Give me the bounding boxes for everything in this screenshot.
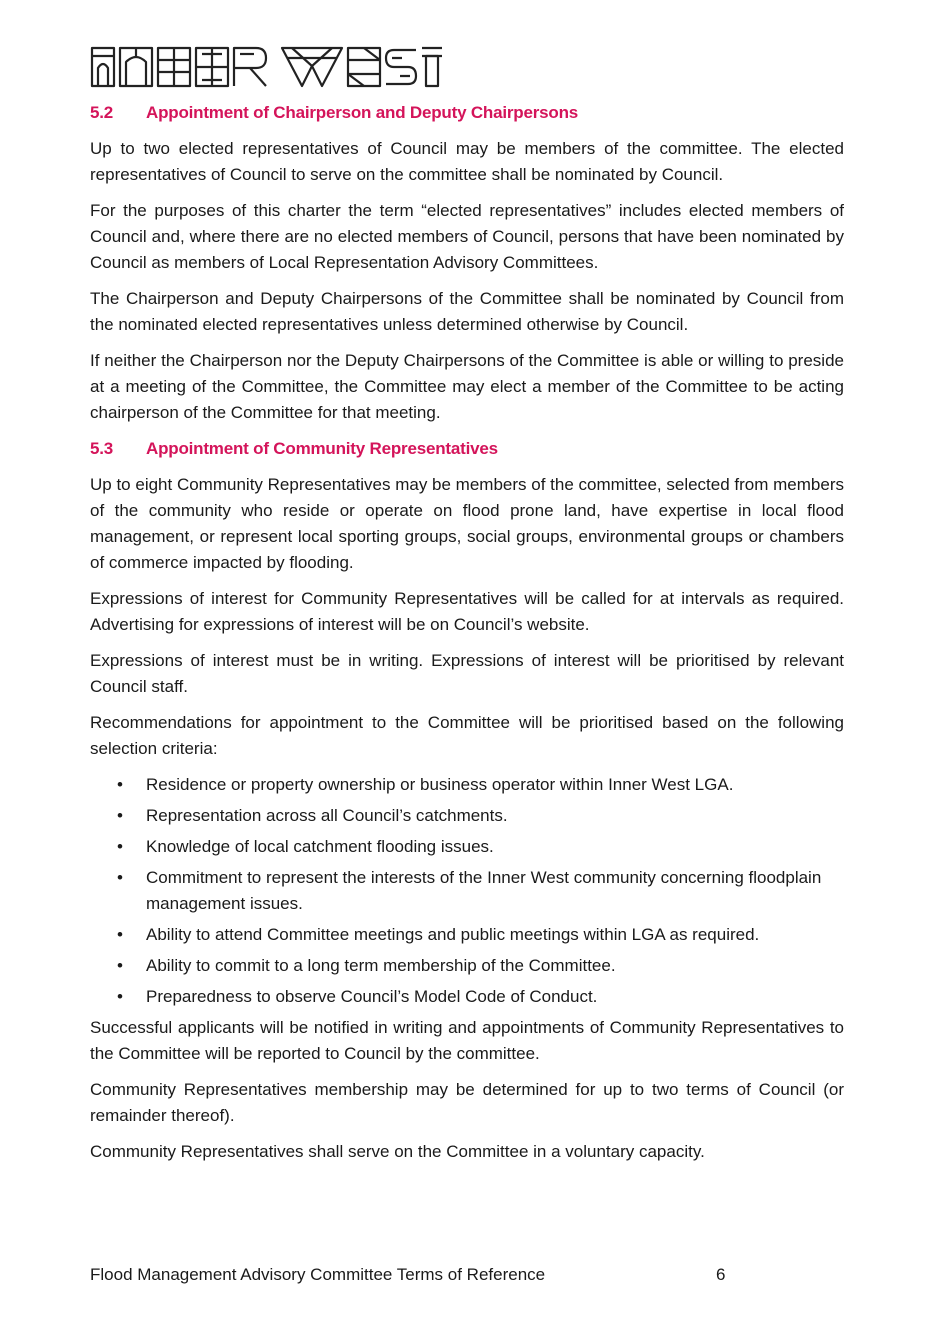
list-item: • Ability to commit to a long term membership of the Committee. [90, 953, 844, 979]
paragraph: Successful applicants will be notified in writing and appointments of Community Representatives to the Committee will be reported to Council by the committee. [90, 1018, 844, 1063]
list-item: • Knowledge of local catchment flooding issues. [90, 834, 844, 860]
list-item: • Preparedness to observe Council’s Model Code of Conduct. [90, 984, 844, 1010]
section-number: 5.3 [90, 439, 114, 458]
paragraph: For the purposes of this charter the term “elected representatives” includes elected members of Council and, where there are no elected members of Council, persons that have been nominated by Council as members of Local Representation Advisory Committees. [90, 201, 844, 272]
bullet-icon: • [117, 837, 123, 856]
paragraph: The Chairperson and Deputy Chairpersons of the Committee shall be nominated by Council from the nominated elected representatives unless determined otherwise by Council. [90, 289, 844, 334]
inner-west-logo [90, 44, 442, 88]
footer-document-title: Flood Management Advisory Committee Terms of Reference [90, 1265, 546, 1284]
bullet-icon: • [117, 806, 123, 825]
paragraph: Up to eight Community Representatives may be members of the committee, selected from members of the community who reside or operate on flood prone land, have expertise in local flood management, or represent local sporting groups, social groups, environmental groups or chambers of commerce impacted by flooding. [90, 475, 844, 572]
section-number: 5.2 [90, 103, 114, 122]
list-item: • Residence or property ownership or business operator within Inner West LGA. [90, 772, 844, 798]
list-item: • Ability to attend Committee meetings and public meetings within LGA as required. [90, 922, 844, 948]
paragraph: Community Representatives shall serve on the Committee in a voluntary capacity. [90, 1142, 705, 1161]
paragraph: Recommendations for appointment to the Committee will be prioritised based on the following selection criteria: [90, 713, 844, 758]
paragraph: Up to two elected representatives of Council may be members of the committee. The elected representatives of Council to serve on the committee shall be nominated by Council. [90, 139, 844, 184]
document-body [90, 100, 844, 1175]
paragraph: Expressions of interest for Community Representatives will be called for at intervals as required. Advertising for expressions of interest will be on Council’s website. [90, 589, 844, 634]
bullet-icon: • [117, 868, 123, 887]
bullet-icon: • [117, 925, 123, 944]
bullet-icon: • [117, 775, 123, 794]
list-item: • Representation across all Council’s catchments. [90, 803, 844, 829]
section-title: Appointment of Community Representatives [146, 439, 498, 458]
list-item: • Commitment to represent the interests of the Inner West community concerning floodplain management issues. [90, 865, 844, 917]
bullet-icon: • [117, 956, 123, 975]
section-title: Appointment of Chairperson and Deputy Chairpersons [146, 103, 579, 122]
paragraph: If neither the Chairperson nor the Deputy Chairpersons of the Committee is able or willing to preside at a meeting of the Committee, the Committee may elect a member of the Committee to be acting chairperson of the Committee for that meeting. [90, 351, 844, 422]
paragraph: Expressions of interest must be in writing. Expressions of interest will be prioritised by relevant Council staff. [90, 651, 844, 696]
bullet-icon: • [117, 987, 123, 1006]
section-5-3-heading [90, 436, 844, 462]
page-number: 6 [716, 1265, 726, 1284]
paragraph: Community Representatives membership may be determined for up to two terms of Council (or remainder thereof). [90, 1080, 844, 1125]
section-5-2-heading [90, 100, 844, 126]
selection-criteria-list [90, 772, 844, 1010]
